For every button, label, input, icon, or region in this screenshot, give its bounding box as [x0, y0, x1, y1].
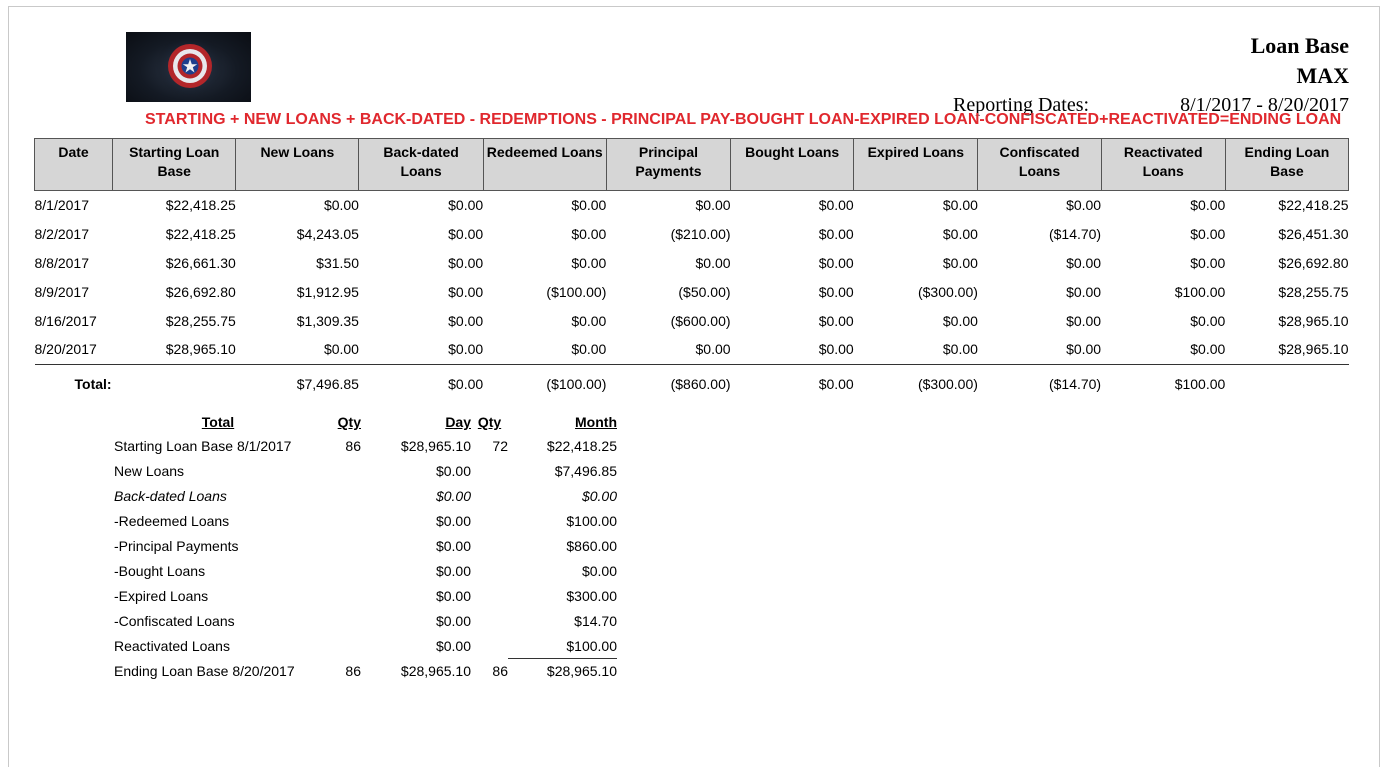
report-subtitle: MAX [1296, 63, 1349, 88]
cell-value: $1,912.95 [296, 283, 359, 300]
summary-header-month: Month [575, 414, 617, 430]
cell-value: $22,418.25 [165, 226, 236, 243]
cell-value: $28,255.75 [165, 312, 236, 329]
column-header-redeemed: Redeemed Loans [483, 139, 606, 191]
cell-date: 8/2/2017 [34, 226, 89, 243]
cell-value: $0.00 [448, 254, 484, 271]
total-value: $0.00 [818, 375, 854, 392]
reporting-dates-label: Reporting Dates: [953, 94, 1090, 116]
report-title: Loan Base [1250, 33, 1349, 58]
summary-table [110, 410, 617, 684]
summary-qty [326, 583, 361, 608]
summary-label: Reactivated Loans [114, 637, 230, 654]
column-header-reactivated: Reactivated Loans [1101, 139, 1225, 191]
summary-month: $28,965.10 [508, 659, 617, 684]
cell-value: $0.00 [448, 197, 484, 214]
summary-header-qty: Qty [337, 414, 361, 430]
total-value-empty [1225, 364, 1348, 403]
cell-value: $0.00 [818, 283, 854, 300]
cell-value: $0.00 [571, 312, 607, 329]
cell-date: 8/8/2017 [34, 254, 89, 271]
summary-month: $0.00 [581, 562, 617, 579]
summary-qty2 [471, 534, 508, 559]
total-value: ($100.00) [546, 375, 607, 392]
summary-qty2 [471, 608, 508, 633]
summary-month: $300.00 [566, 587, 617, 604]
summary-header-day: Day [445, 414, 471, 430]
cell-value: $0.00 [818, 312, 854, 329]
summary-row [110, 583, 617, 608]
summary-row [110, 459, 617, 484]
cell-value: ($300.00) [917, 283, 978, 300]
column-header-ending: Ending Loan Base [1225, 139, 1348, 191]
summary-day: $0.00 [435, 587, 471, 604]
cell-value: $26,692.80 [1278, 254, 1349, 271]
summary-label: -Redeemed Loans [114, 513, 230, 530]
cell-value: $0.00 [818, 226, 854, 243]
summary-label: New Loans [114, 463, 185, 480]
cell-value: $28,965.10 [113, 335, 236, 364]
cell-value: $0.00 [448, 283, 484, 300]
summary-qty2 [471, 484, 508, 509]
cell-value: $28,965.10 [1278, 312, 1349, 329]
cell-value: $28,965.10 [1225, 335, 1348, 364]
cell-value: $0.00 [731, 335, 854, 364]
cell-value: $100.00 [1174, 283, 1226, 300]
table-row [35, 335, 1349, 364]
cell-value: $0.00 [942, 312, 978, 329]
summary-row [110, 509, 617, 534]
table-row [35, 220, 1349, 249]
summary-qty [326, 459, 361, 484]
cell-value: $1,309.35 [296, 312, 359, 329]
cell-date: 8/1/2017 [34, 197, 89, 214]
summary-row [110, 659, 617, 684]
summary-label: -Bought Loans [114, 562, 206, 579]
summary-qty [326, 633, 361, 658]
cell-value: $0.00 [571, 226, 607, 243]
cell-date: 8/16/2017 [34, 312, 97, 329]
summary-label: -Principal Payments [114, 538, 239, 554]
summary-row [110, 434, 617, 459]
summary-day: $0.00 [435, 513, 471, 530]
cell-value: $0.00 [942, 226, 978, 243]
table-row [35, 249, 1349, 278]
summary-qty2 [471, 509, 508, 534]
column-header-bought: Bought Loans [731, 139, 854, 191]
cell-value: $0.00 [1190, 312, 1226, 329]
summary-label: Starting Loan Base 8/1/2017 [114, 438, 292, 455]
cell-value: $0.00 [695, 254, 731, 271]
cell-value: $0.00 [1190, 197, 1226, 214]
cell-value: $4,243.05 [296, 226, 359, 243]
cell-value: $0.00 [448, 226, 484, 243]
summary-day: $28,965.10 [400, 663, 471, 680]
summary-row [110, 558, 617, 583]
summary-label: Back-dated Loans [114, 488, 227, 505]
column-header-confiscated: Confiscated Loans [978, 139, 1101, 191]
summary-qty2: 72 [492, 438, 508, 455]
cell-date: 8/9/2017 [34, 283, 89, 300]
cell-value: $0.00 [359, 335, 483, 364]
summary-row [110, 633, 617, 658]
cell-value: $0.00 [978, 335, 1101, 364]
cell-value: $0.00 [942, 254, 978, 271]
total-value: ($300.00) [917, 375, 978, 392]
summary-header-total: Total [201, 414, 235, 430]
cell-value: $0.00 [1066, 197, 1102, 214]
cell-value: $0.00 [818, 254, 854, 271]
summary-month: $7,496.85 [554, 463, 617, 480]
cell-value: $0.00 [1190, 254, 1226, 271]
summary-qty [326, 534, 361, 559]
cell-value: $26,692.80 [165, 283, 236, 300]
cell-value: $0.00 [448, 312, 484, 329]
summary-day: $0.00 [435, 637, 471, 654]
cell-value: $31.50 [316, 254, 359, 271]
cell-value: $0.00 [236, 335, 359, 364]
summary-label: -Expired Loans [114, 587, 209, 604]
summary-qty: 86 [345, 438, 361, 455]
total-label-cell: Total: [74, 375, 112, 392]
reporting-dates-range: 8/1/2017 - 8/20/2017 [1180, 94, 1349, 116]
table-row [35, 306, 1349, 335]
cell-value: $26,451.30 [1278, 226, 1349, 243]
cell-value: $0.00 [1190, 226, 1226, 243]
cell-value: $0.00 [854, 335, 978, 364]
cell-value: $22,418.25 [1278, 197, 1349, 214]
summary-row [110, 608, 617, 633]
summary-day: $28,965.10 [400, 438, 471, 455]
summary-month: $22,418.25 [546, 438, 617, 455]
column-header-principal: Principal Payments [606, 139, 730, 191]
cell-value: $0.00 [1066, 254, 1102, 271]
summary-header-row [110, 410, 617, 434]
summary-qty2: 86 [492, 663, 508, 680]
cell-value: ($14.70) [1048, 226, 1102, 243]
summary-day: $0.00 [435, 463, 471, 480]
cell-value: ($600.00) [670, 312, 731, 329]
summary-day: $0.00 [435, 562, 471, 579]
cell-value: $28,255.75 [1278, 283, 1349, 300]
summary-row [110, 534, 617, 559]
summary-month: $100.00 [566, 513, 617, 530]
column-header-new: New Loans [236, 139, 359, 191]
total-value: $7,496.85 [296, 375, 359, 392]
summary-day: $0.00 [435, 488, 471, 505]
loan-base-table [34, 138, 1349, 403]
total-value: $0.00 [448, 375, 484, 392]
cell-value: $22,418.25 [165, 197, 236, 214]
summary-qty2 [471, 459, 508, 484]
table-header-row [35, 139, 1349, 191]
total-value: $100.00 [1174, 375, 1226, 392]
column-header-date: Date [35, 139, 113, 191]
summary-qty [326, 509, 361, 534]
table-row [35, 191, 1349, 220]
summary-qty [326, 558, 361, 583]
summary-label: Ending Loan Base 8/20/2017 [114, 663, 295, 680]
column-header-backdated: Back-dated Loans [359, 139, 483, 191]
cell-date: 8/20/2017 [35, 335, 113, 364]
total-value: ($14.70) [1048, 375, 1102, 392]
cell-value: $0.00 [1066, 312, 1102, 329]
cell-value: $0.00 [323, 197, 359, 214]
summary-qty: 86 [345, 663, 361, 680]
summary-qty2 [471, 583, 508, 608]
summary-qty2 [471, 633, 508, 658]
cell-value: ($50.00) [678, 283, 731, 300]
total-value: ($860.00) [670, 375, 731, 392]
cell-value: $0.00 [1101, 335, 1225, 364]
summary-month: $100.00 [566, 637, 617, 654]
summary-month: $14.70 [574, 612, 617, 629]
summary-qty [326, 608, 361, 633]
summary-qty2 [471, 558, 508, 583]
summary-day: $0.00 [435, 612, 471, 629]
cell-value: $0.00 [483, 335, 606, 364]
cell-value: $0.00 [942, 197, 978, 214]
cell-value: $0.00 [818, 197, 854, 214]
column-header-starting: Starting Loan Base [113, 139, 236, 191]
cell-value: $0.00 [695, 197, 731, 214]
shield-icon [126, 32, 251, 102]
cell-value: ($100.00) [546, 283, 607, 300]
table-row [35, 277, 1349, 306]
summary-day: $0.00 [435, 538, 471, 554]
summary-month: $860.00 [566, 538, 617, 554]
summary-label: -Confiscated Loans [114, 612, 235, 629]
summary-row [110, 484, 617, 509]
cell-value: $0.00 [1066, 283, 1102, 300]
shield-logo-icon [126, 32, 251, 102]
cell-value: $26,661.30 [165, 254, 236, 271]
formula-banner: STARTING + NEW LOANS + BACK-DATED - REDEMPTIONS - PRINCIPAL PAY-BOUGHT LOAN-EXPIRED LOAN-CONFISCATED+REACTIVATED=ENDING LOAN [145, 111, 1342, 128]
column-header-expired: Expired Loans [854, 139, 978, 191]
summary-month: $0.00 [581, 488, 617, 505]
totals-row [35, 364, 1349, 403]
cell-value: $0.00 [606, 335, 730, 364]
cell-value: $0.00 [571, 254, 607, 271]
cell-value: ($210.00) [670, 226, 731, 243]
cell-value: $0.00 [571, 197, 607, 214]
summary-qty [326, 484, 361, 509]
summary-header-qty2: Qty [477, 414, 502, 430]
